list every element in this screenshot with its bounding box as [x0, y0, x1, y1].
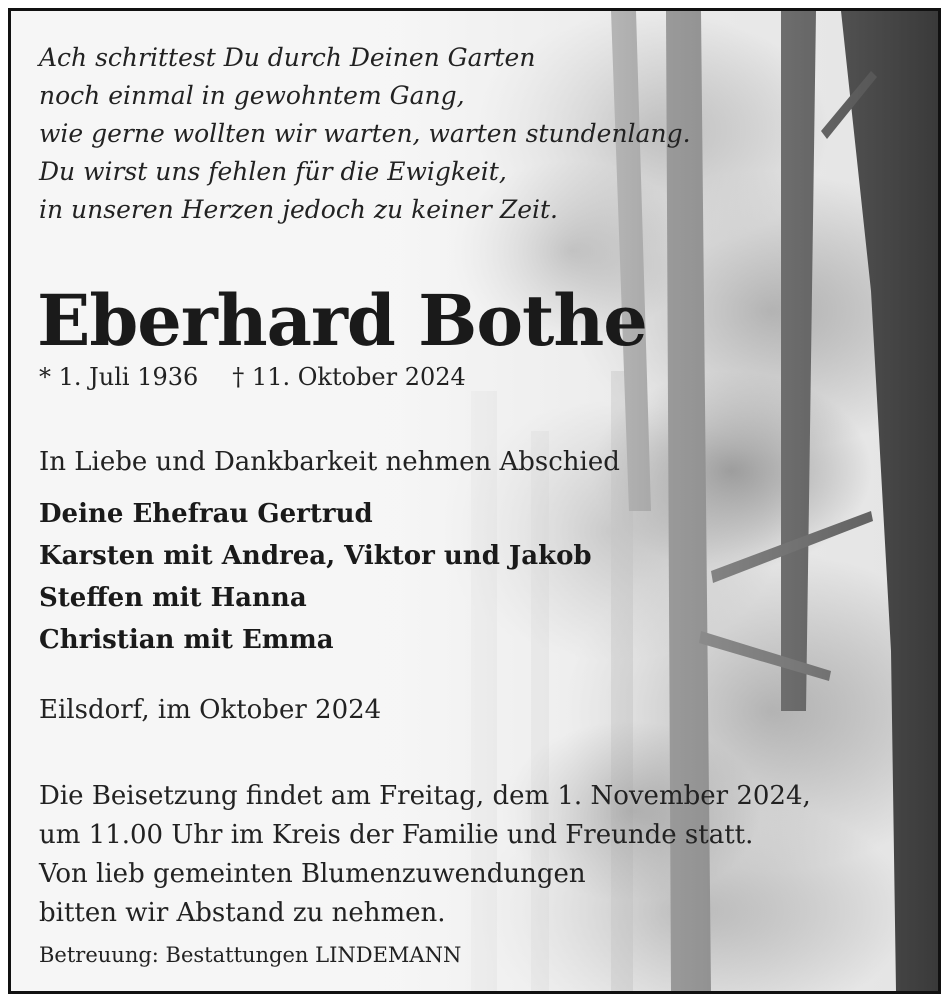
death-date: † 11. Oktober 2024: [232, 363, 466, 391]
farewell-line: In Liebe und Dankbarkeit nehmen Abschied: [39, 447, 620, 477]
poem-line: in unseren Herzen jedoch zu keiner Zeit.: [39, 195, 558, 224]
birth-date: * 1. Juli 1936: [39, 363, 199, 391]
place-and-date: Eilsdorf, im Oktober 2024: [39, 695, 382, 725]
deceased-name: Eberhard Bothe: [37, 279, 647, 362]
obituary-notice: [8, 8, 941, 994]
funeral-home-credit: Betreuung: Bestattungen LINDEMANN: [39, 943, 462, 967]
funeral-line: bitten wir Abstand zu nehmen.: [39, 898, 446, 928]
notice-content: [11, 11, 938, 991]
poem-line: noch einmal in gewohntem Gang,: [39, 81, 465, 110]
mourner-line: Deine Ehefrau Gertrud: [39, 499, 373, 529]
memorial-poem: [39, 39, 899, 229]
poem-line: Du wirst uns fehlen für die Ewigkeit,: [39, 157, 507, 186]
poem-line: Ach schrittest Du durch Deinen Garten: [39, 43, 536, 72]
life-dates: [39, 363, 466, 391]
mourner-line: Christian mit Emma: [39, 625, 334, 655]
funeral-line: um 11.00 Uhr im Kreis der Familie und Freunde statt.: [39, 820, 754, 850]
funeral-line: Die Beisetzung findet am Freitag, dem 1. November 2024,: [39, 781, 811, 811]
funeral-line: Von lieb gemeinten Blumenzuwendungen: [39, 859, 586, 889]
funeral-details: [39, 777, 811, 933]
mourners-list: [39, 493, 592, 661]
mourner-line: Steffen mit Hanna: [39, 583, 307, 613]
mourner-line: Karsten mit Andrea, Viktor und Jakob: [39, 541, 592, 571]
poem-line: wie gerne wollten wir warten, warten stundenlang.: [39, 119, 691, 148]
